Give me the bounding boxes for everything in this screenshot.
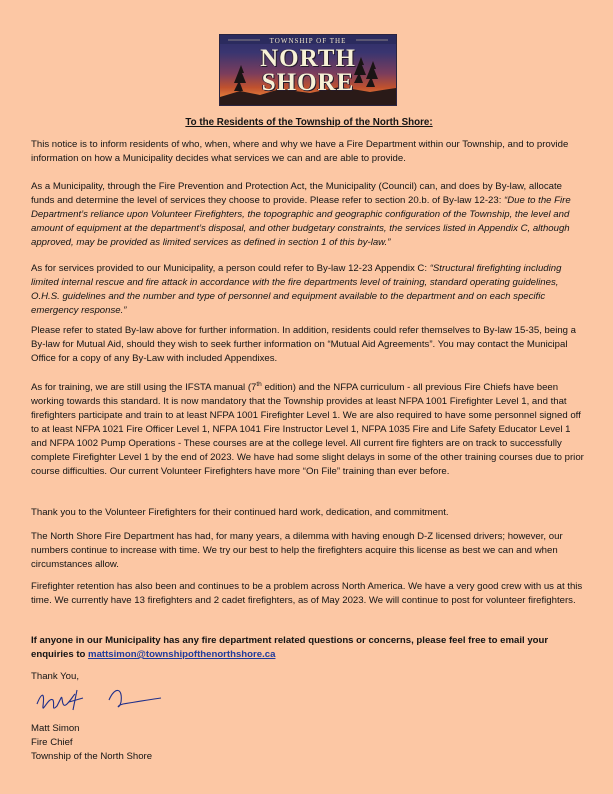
logo-shore-text: SHORE [261, 69, 355, 96]
logo-top-text: TOWNSHIP OF THE [269, 37, 347, 45]
paragraph-training [31, 378, 587, 479]
paragraph-retention: Firefighter retention has also been and continues to be a problem across North America. We have a very good crew with us at this time. We currently have 13 firefighters and 2 cadet firefighters, as of May 2023. We will continue to post for volunteer firefighters. [31, 581, 583, 606]
paragraph-bylaw-12-23-text: As a Municipality, through the Fire Prevention and Protection Act, the Municipality (Council) can, and does by By-law, allocate funds and determine the level of services they choose to provide. Please refer to section 20.b. of By-law 12-23: [31, 181, 562, 206]
paragraph-contact [31, 634, 587, 662]
letter-heading: To the Residents of the Township of the North Shore: [185, 117, 433, 128]
paragraph-appendix-c [31, 262, 587, 318]
signer-title: Fire Chief [31, 737, 73, 748]
paragraph-bylaw-12-23 [31, 180, 587, 250]
closing-thanks: Thank You, [31, 671, 80, 682]
signer-organization: Township of the North Shore [31, 751, 153, 762]
signer-name: Matt Simon [31, 723, 80, 734]
paragraph-dz-drivers: The North Shore Fire Department has had, for many years, a dilemma with having enough D-Z licensed drivers; however, our numbers continue to increase with time. We try our best to help the firefighters acquire this license as best we can and when circumstances allow. [31, 531, 563, 570]
handwritten-signature [31, 676, 171, 722]
paragraph-intro: This notice is to inform residents of who, when, where and why we have a Fire Department within our Township, and to provide information on how a Municipality decides what services we can and are able to provide. [31, 139, 569, 164]
paragraph-mutual-aid: Please refer to stated By-law above for further information. In addition, residents could refer themselves to By-law 15-35, being a By-law for Mutual Aid, should they wish to seek further information on “Mutual Aid Agreements”. You may contact the Municipal Office for a copy of any By-Law with included Appendixes. [31, 325, 576, 364]
paragraph-appendix-c-quote: “Structural firefighting including limited internal rescue and fire attack in accordance with the fire departments level of training, standard operating guidelines, O.H.S. guidelines and the number and type of personnel and equipment available to the department and on each specific emergency response.” [31, 263, 562, 316]
paragraph-contact-text: If anyone in our Municipality has any fire department related questions or concerns, please feel free to email your enquiries to [31, 635, 549, 660]
paragraph-training-superscript: th [256, 381, 262, 388]
logo-north-text: NORTH [260, 45, 356, 72]
contact-email-link[interactable]: mattsimon@townshipofthenorthshore.ca [88, 649, 276, 660]
township-logo [219, 34, 397, 106]
paragraph-training-part-b: edition) and the NFPA curriculum - all previous Fire Chiefs have been working towards this standard. It is now mandatory that the Township provides at least NFPA 1001 Firefighter Level 1, and that firefighters participate and train to at least NFPA 1001 Firefighter Level 1. We are also required to have some personnel signed off to at least NFPA 1021 Fire Officer Level 1, NFPA 1041 Fire Instructor Level 1, NFPA 1035 Fire and Life Safety Educator Level 1 and NFPA 1002 Pump Operations - These courses are at the college level. All current fire fighters are on track to successfully complete Firefighter Level 1 by the end of 2023. We have had some slight delays in some of the other training courses due to prior course difficulties. Our current Volunteer Firefighters have more “On File” training than ever before. [31, 382, 584, 478]
paragraph-appendix-c-text: As for services provided to our Municipality, a person could refer to By-law 12-23 Appendix C: [31, 263, 428, 274]
paragraph-training-part-a: As for training, we are still using the IFSTA manual (7 [31, 382, 257, 394]
paragraph-bylaw-12-23-quote: “Due to the Fire Department’s reliance upon Volunteer Firefighters, the topographic and geographic configuration of the Township, the level and amount of equipment at the department’s disposal, and other budgetary constraints, the services listed in Appendix C, although approved, may be provided as limited services as defined in section 1 of this by-law.” [31, 195, 571, 248]
paragraph-thanks-volunteers: Thank you to the Volunteer Firefighters for their continued hard work, dedication, and commitment. [31, 507, 449, 518]
